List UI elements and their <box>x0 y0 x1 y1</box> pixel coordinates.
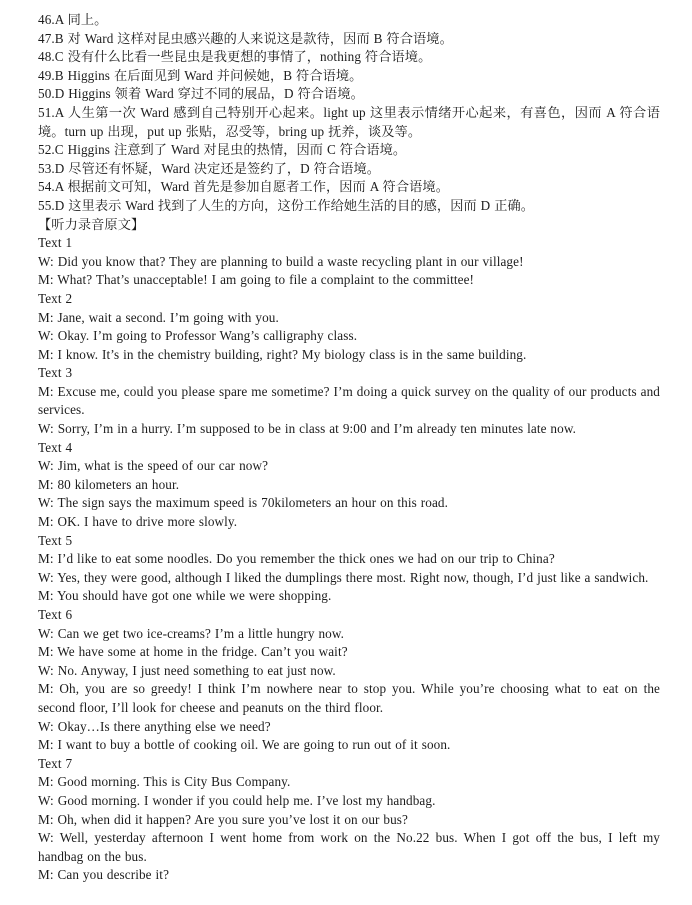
dialogue-line: W: Did you know that? They are planning to build a waste recycling plant in our village! <box>38 253 524 269</box>
dialogue-line: W: No. Anyway, I just need something to eat just now. <box>38 662 336 678</box>
dialogue-line: M: We have some at home in the fridge. Can’t you wait? <box>38 644 348 660</box>
dialogue-line: W: Sorry, I’m in a hurry. I’m supposed to be in class at 9:00 and I’m already ten minutes late now. <box>38 421 576 437</box>
answer-explanations-section <box>38 11 660 216</box>
dialogue-line: M: Good morning. This is City Bus Company. <box>38 774 291 790</box>
answer-explanation-item: 53.D 尽管还有怀疑，Ward 决定还是签约了，D 符合语境。 <box>38 160 381 176</box>
dialogue-line: M: What? That’s unacceptable! I am going to file a complaint to the committee! <box>38 272 475 288</box>
dialogue-line: M: You should have got one while we were shopping. <box>38 588 332 604</box>
listening-transcript-section <box>38 234 660 885</box>
dialogue-line: M: Oh, you are so greedy! I think I’m nowhere near to stop you. While you’re choosing what to eat on the second floor, I’ll look for cheese and peanuts on the third floor. <box>38 681 660 715</box>
transcript-text-label: Text 1 <box>38 235 73 251</box>
dialogue-line: M: Can you describe it? <box>38 867 170 883</box>
dialogue-line: W: Can we get two ice-creams? I’m a little hungry now. <box>38 625 345 641</box>
dialogue-line: M: I’d like to eat some noodles. Do you remember the thick ones we had on our trip to China? <box>38 551 555 567</box>
dialogue-line: M: 80 kilometers an hour. <box>38 476 180 492</box>
transcript-text-label: Text 2 <box>38 290 73 306</box>
dialogue-line: W: Yes, they were good, although I liked the dumplings there most. Right now, though, I’d just like a sandwich. <box>38 569 649 585</box>
answer-explanation-item: 50.D Higgins 领着 Ward 穿过不同的展品，D 符合语境。 <box>38 86 364 102</box>
dialogue-line: W: Okay…Is there anything else we need? <box>38 718 271 734</box>
answer-explanation-item: 54.A 根据前文可知，Ward 首先是参加自愿者工作，因而 A 符合语境。 <box>38 179 449 195</box>
transcript-text-label: Text 6 <box>38 607 73 622</box>
dialogue-line: W: Well, yesterday afternoon I went home from work on the No.22 bus. When I got off the bus, I left my handbag on the bus. <box>38 830 660 864</box>
transcript-text-label: Text 7 <box>38 755 73 771</box>
answer-explanation-item: 49.B Higgins 在后面见到 Ward 并问候她，B 符合语境。 <box>38 67 363 83</box>
dialogue-line: W: The sign says the maximum speed is 70kilometers an hour on this road. <box>38 495 448 511</box>
transcript-text-label: Text 4 <box>38 439 73 455</box>
answer-explanation-item: 52.C Higgins 注意到了 Ward 对昆虫的热情，因而 C 符合语境。 <box>38 142 407 158</box>
transcript-section-title: 【听力录音原文】 <box>38 216 145 232</box>
answer-explanation-item: 51.A 人生第一次 Ward 感到自己特别开心起来。light up 这里表示情绪开心起来，有喜色，因而 A 符合语境。turn up 出现，put up 张贴，忍受等，bring up 抚养，谈及等。 <box>38 104 660 139</box>
dialogue-line: W: Jim, what is the speed of our car now? <box>38 458 269 474</box>
dialogue-line: M: Jane, wait a second. I’m going with you. <box>38 309 279 325</box>
answer-explanation-item: 48.C 没有什么比看一些昆虫是我更想的事情了，nothing 符合语境。 <box>38 49 432 65</box>
dialogue-line: M: I know. It’s in the chemistry building, right? My biology class is in the same building. <box>38 346 527 362</box>
transcript-text-label: Text 3 <box>38 365 73 381</box>
answer-explanation-item: 55.D 这里表示 Ward 找到了人生的方向，这份工作给她生活的目的感，因而 D 正确。 <box>38 197 535 213</box>
transcript-text-label: Text 5 <box>38 532 73 548</box>
answer-explanation-item: 46.A 同上。 <box>38 12 108 27</box>
answer-explanation-item: 47.B 对 Ward 这样对昆虫感兴趣的人来说这是款待，因而 B 符合语境。 <box>38 30 453 46</box>
dialogue-line: W: Good morning. I wonder if you could help me. I’ve lost my handbag. <box>38 792 436 808</box>
dialogue-line: W: Okay. I’m going to Professor Wang’s calligraphy class. <box>38 328 358 344</box>
dialogue-line: M: Excuse me, could you please spare me sometime? I’m doing a quick survey on the quality of our products and services. <box>38 383 660 418</box>
dialogue-line: M: Oh, when did it happen? Are you sure you’ve lost it on our bus? <box>38 811 408 827</box>
dialogue-line: M: OK. I have to drive more slowly. <box>38 514 238 530</box>
dialogue-line: M: I want to buy a bottle of cooking oil. We are going to run out of it soon. <box>38 737 451 753</box>
